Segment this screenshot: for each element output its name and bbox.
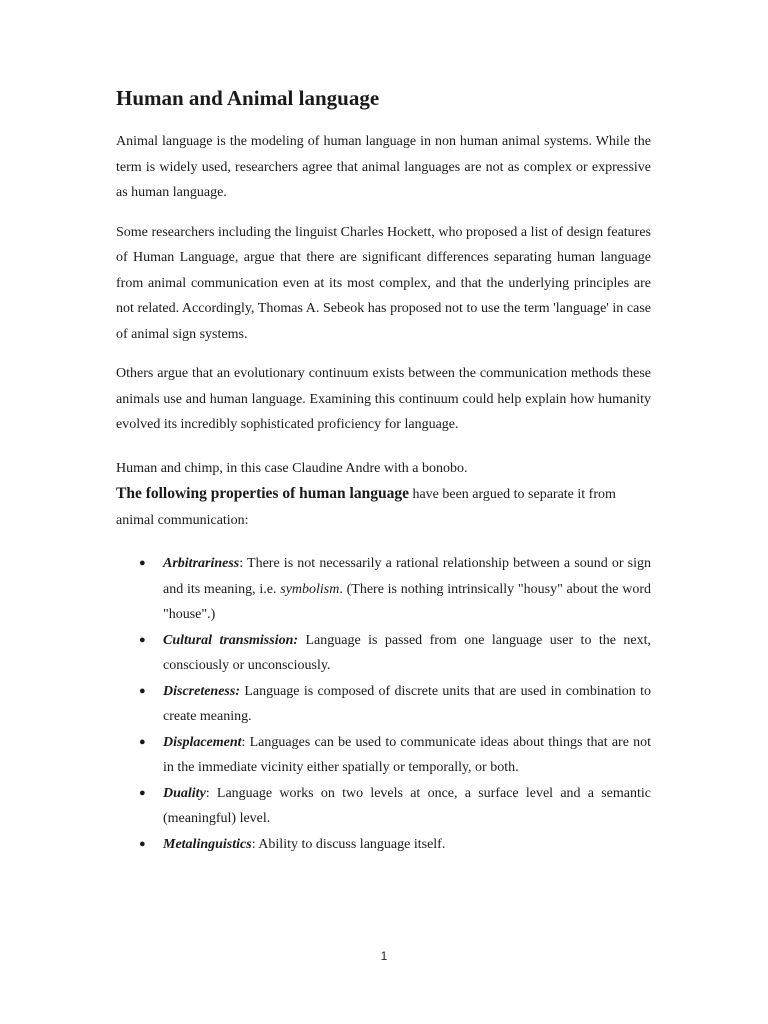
document-page	[116, 86, 651, 857]
bullet-icon: ●	[139, 633, 146, 646]
feature-text: Language is composed of discrete units that are used in combination to create meaning.	[163, 683, 651, 725]
page-number: 1	[380, 949, 388, 963]
feature-term: Arbitrariness	[163, 556, 240, 572]
paragraph-hockett: Some researchers including the linguist Charles Hockett, who proposed a list of design features of Human Language, argue that there are significant differences separating human language from animal communication even at its most complex, and that the underlying principles are not related. Accordingly, Thomas A. Sebeok has proposed not to use the term 'language' in case of animal sign systems.	[116, 224, 651, 342]
bullet-icon: ●	[139, 735, 146, 748]
image-caption: Human and chimp, in this case Claudine Andre with a bonobo.	[116, 460, 468, 476]
feature-term: Metalinguistics	[163, 836, 252, 852]
properties-intro	[116, 481, 651, 533]
list-item	[139, 730, 651, 781]
page-title: Human and Animal language	[116, 86, 380, 110]
feature-term: Displacement	[163, 734, 242, 750]
feature-text-after: . (There is nothing intrinsically "housy" about the word "house".)	[163, 581, 651, 623]
feature-text: : Languages can be used to communicate ideas about things that are not in the immediate vicinity either spatially or temporally, or both.	[163, 734, 651, 776]
feature-term: Discreteness:	[163, 683, 240, 699]
paragraph-intro: Animal language is the modeling of human language in non human animal systems. While the term is widely used, researchers agree that animal languages are not as complex or expressive as human language.	[116, 134, 651, 201]
list-item	[139, 628, 651, 679]
bullet-icon: ●	[139, 557, 146, 570]
bullet-icon: ●	[139, 837, 146, 850]
bullet-icon: ●	[139, 684, 146, 697]
feature-text: : Language works on two levels at once, a surface level and a semantic (meaningful) level.	[163, 785, 651, 827]
feature-term: Cultural transmission:	[163, 632, 299, 648]
bullet-icon: ●	[139, 786, 146, 799]
list-item	[139, 679, 651, 730]
feature-term: Duality	[163, 785, 206, 801]
list-item	[139, 832, 651, 858]
feature-list	[116, 551, 651, 857]
feature-text: : There is not necessarily a rational relationship between a sound or sign and its meaning, i.e.	[163, 556, 651, 597]
feature-italic: symbolism	[280, 581, 340, 597]
properties-lead: The following properties of human language	[116, 485, 409, 503]
feature-text: : Ability to discuss language itself.	[251, 836, 446, 852]
list-item	[139, 781, 651, 832]
paragraph-continuum: Others argue that an evolutionary continuum exists between the communication methods these animals use and human language. Examining this continuum could help explain how humanity evolved its incredibly sophisticated proficiency for language.	[116, 366, 651, 433]
feature-text: Language is passed from one language user to the next, consciously or unconsciously.	[163, 632, 651, 674]
properties-rest: have been argued to separate it from animal communication:	[116, 487, 616, 528]
list-item	[139, 551, 651, 628]
